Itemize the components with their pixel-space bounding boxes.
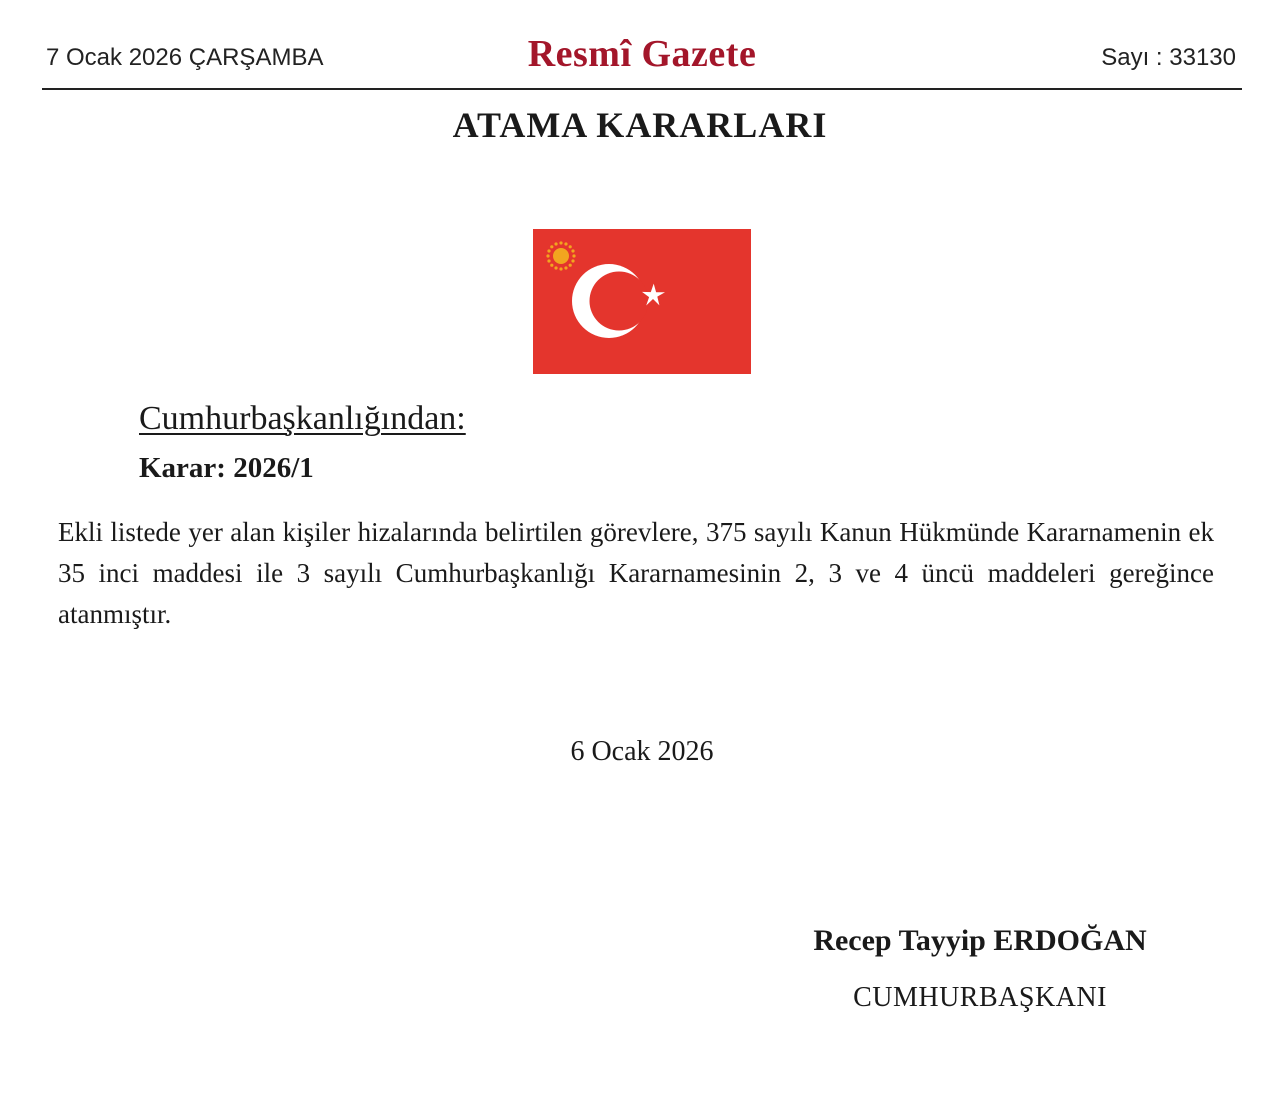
issuing-authority: Cumhurbaşkanlığından: — [139, 400, 466, 437]
decree-body-text: Ekli listede yer alan kişiler hizalarında belirtilen görevlere, 375 sayılı Kanun Hükmünde Kararnamenin ek 35 inci maddesi ile 3 sayılı Cumhurbaşkanlığı Kararnamesinin 2, 3 ve 4 üncü maddeleri gereğince atanmıştır. — [58, 517, 1214, 629]
issue-number: Sayı : 33130 — [1101, 44, 1236, 71]
signer-name: Recep Tayyip ERDOĞAN — [813, 924, 1147, 957]
signing-date: 6 Ocak 2026 — [570, 736, 714, 767]
signer-title: CUMHURBAŞKANI — [853, 982, 1107, 1013]
turkish-flag-with-presidential-seal-icon — [533, 229, 751, 374]
decision-number: Karar: 2026/1 — [139, 452, 314, 484]
gazette-header — [42, 30, 1242, 90]
gazette-title: Resmî Gazete — [527, 33, 757, 75]
section-title: ATAMA KARARLARI — [452, 105, 828, 145]
header-date: 7 Ocak 2026 ÇARŞAMBA — [46, 44, 324, 71]
